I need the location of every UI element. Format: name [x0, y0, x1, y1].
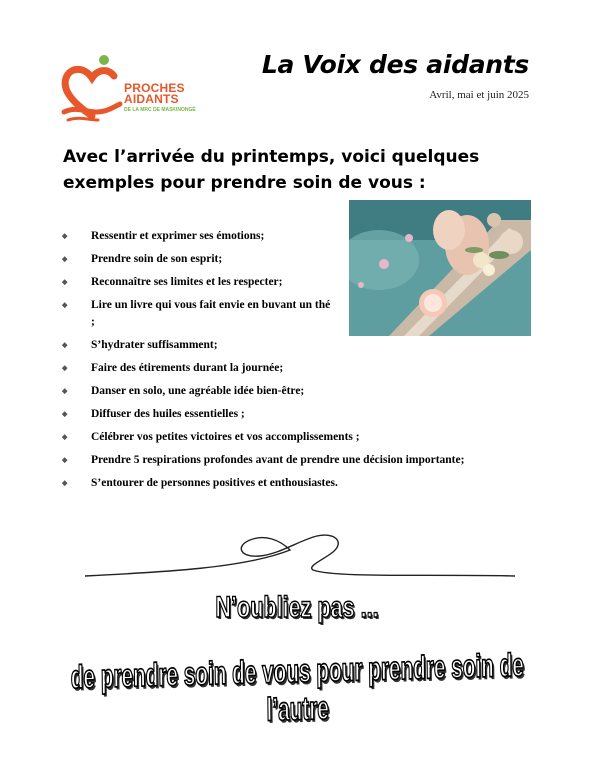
list-item: ◆ Prendre 5 respirations profondes avant de prendre une décision importante; — [62, 452, 536, 469]
organization-logo — [58, 50, 218, 130]
reminder-title: N’oubliez pas ... — [215, 590, 380, 624]
bullet-icon: ◆ — [62, 387, 68, 395]
heart-line-divider — [85, 528, 515, 583]
bullet-icon: ◆ — [62, 232, 68, 240]
list-item: ◆ S’entourer de personnes positives et enthousiastes. — [62, 475, 542, 492]
bullet-icon: ◆ — [62, 278, 68, 286]
bullet-icon: ◆ — [62, 364, 68, 372]
list-item: ◆ Lire un livre qui vous fait envie en buvant un thé ; — [62, 299, 331, 328]
list-item: ◆ Diffuser des huiles essentielles ; — [62, 406, 542, 423]
list-item: ◆ Prendre soin de son esprit; — [62, 251, 542, 268]
reminder-message: de prendre soin de vous pour prendre soin de l’autre — [70, 647, 525, 729]
list-item: ◆ Reconnaître ses limites et les respecter; — [62, 274, 542, 291]
logo-text-line1: PROCHES — [124, 81, 185, 95]
list-item: ◆ Célébrer vos petites victoires et vos accomplissements ; — [62, 429, 542, 446]
section-heading: Avec l’arrivée du printemps, voici quelques exemples pour prendre soin de vous : — [63, 147, 480, 193]
newsletter-title: La Voix des aidants — [261, 50, 529, 79]
list-item: ◆ Danser en solo, une agréable idée bien-être; — [62, 383, 542, 400]
bullet-icon: ◆ — [62, 341, 68, 349]
issue-date: Avril, mai et juin 2025 — [429, 89, 529, 101]
bullet-icon: ◆ — [62, 479, 68, 487]
list-item: ◆ Faire des étirements durant la journée; — [62, 360, 542, 377]
list-item: ◆ Ressentir et exprimer ses émotions; — [62, 228, 542, 245]
logo-text-line2: AIDANTS — [124, 92, 179, 106]
list-item: ◆ S’hydrater suffisamment; — [62, 337, 542, 354]
self-care-tips-list — [62, 228, 542, 498]
bullet-icon: ◆ — [62, 433, 68, 441]
bullet-icon: ◆ — [62, 301, 68, 309]
heart-hands-icon — [58, 50, 128, 130]
bullet-icon: ◆ — [62, 456, 68, 464]
bullet-icon: ◆ — [62, 255, 68, 263]
logo-text-line3: DE LA MRC DE MASKINONGÉ — [124, 107, 196, 113]
bullet-icon: ◆ — [62, 410, 68, 418]
